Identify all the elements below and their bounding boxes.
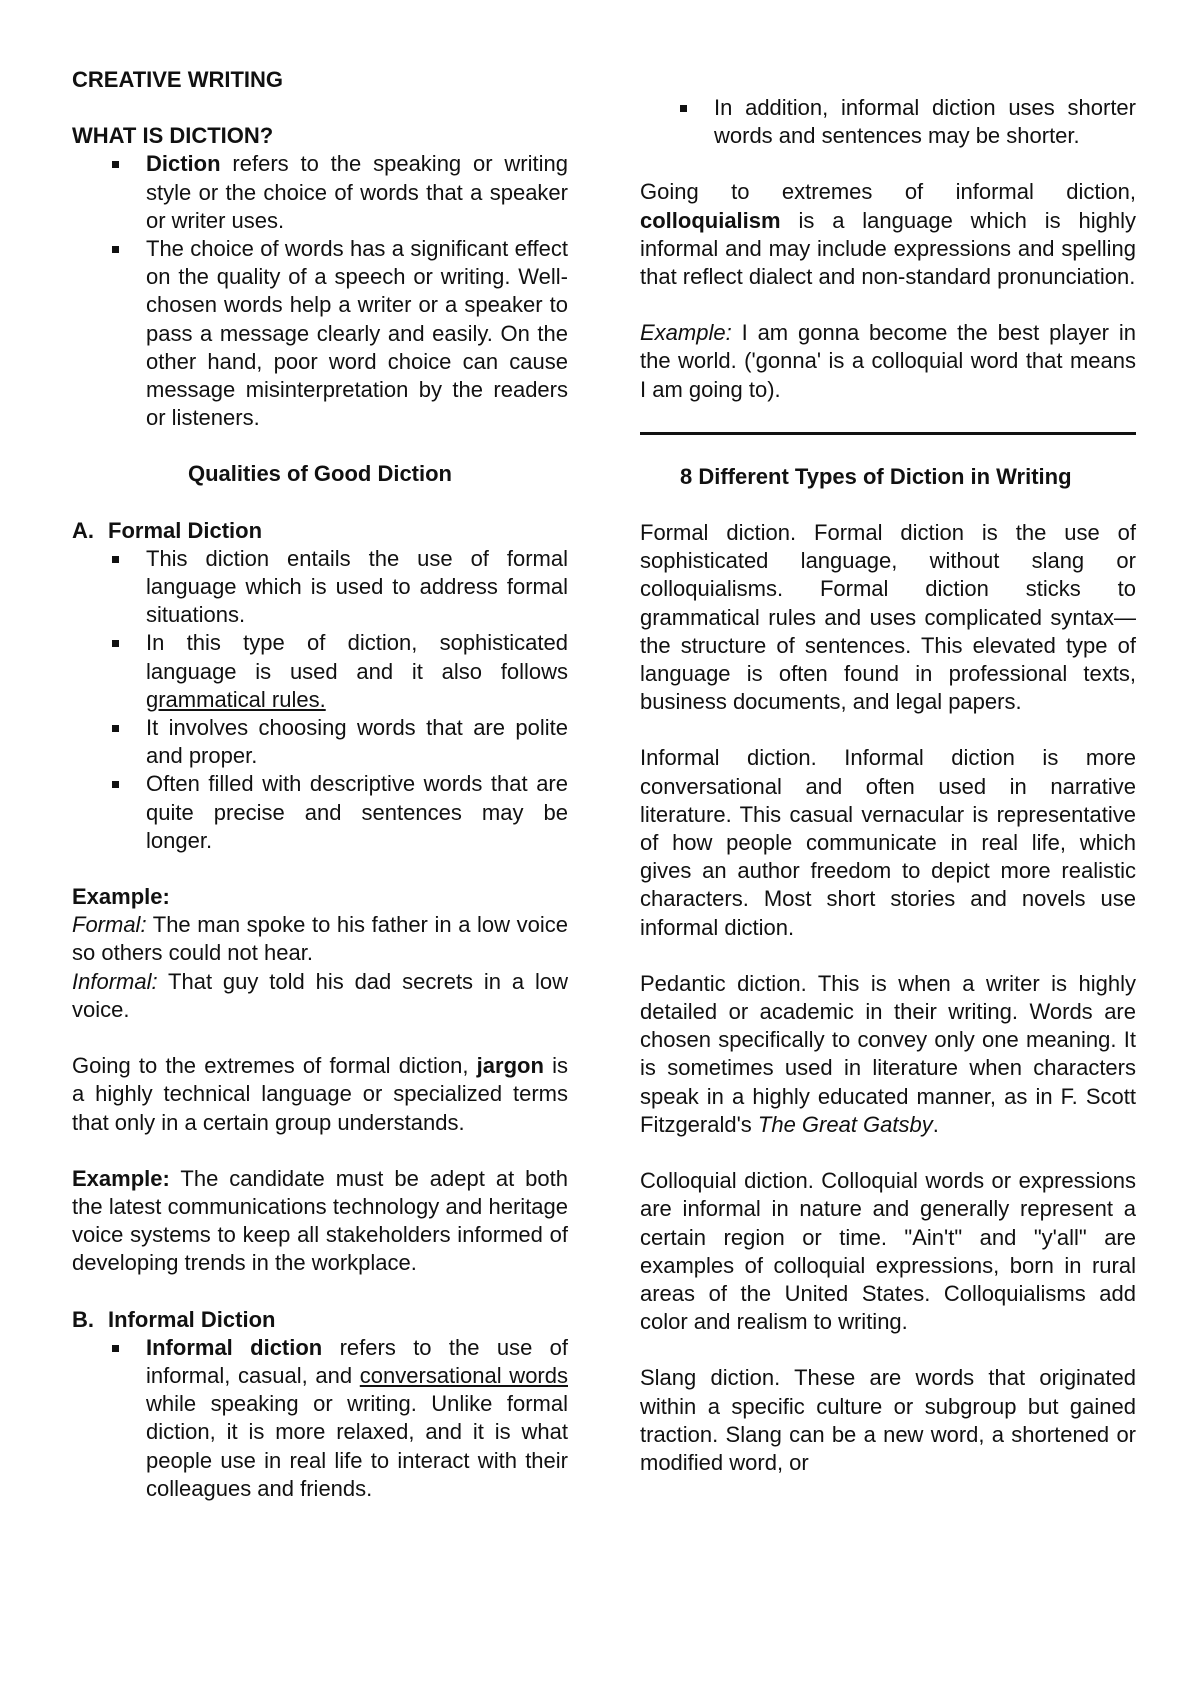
pedantic-diction-type: [640, 970, 1136, 1139]
grammatical-rules-link[interactable]: grammatical rules.: [146, 686, 326, 712]
formal-diction-type: Formal diction. Formal diction is the use of sophisticated language, without slang or colloquialisms. Formal diction sticks to grammatical rules and uses complicated syntax—the structure of sentences. This elevated type of language is often found in professional texts, business documents, and legal papers.: [640, 520, 1136, 715]
informal-diction-list: [72, 1334, 568, 1503]
colloquialism-intro-text: Going to extremes of informal diction,: [640, 179, 1136, 205]
informal-diction-heading: [72, 1306, 568, 1334]
slang-diction-type: Slang diction. These are words that originated within a specific culture or subgroup but gained traction. Slang can be a new word, a shortened or modified word, or: [640, 1365, 1136, 1475]
list-item: [72, 629, 568, 714]
example-label: Example:: [72, 884, 170, 910]
section-letter-b: B.: [72, 1306, 94, 1332]
list-item: The choice of words has a significant effect on the quality of a speech or writing. Well-chosen words help a writer or a speaker to pass a message clearly and easily. On the other hand, poor word choice can cause message misinterpretation by the readers or listeners.: [72, 235, 568, 432]
formal-example-text: The man spoke to his father in a low voice so others could not hear.: [72, 912, 568, 966]
informal-diction-list-continued: [640, 94, 1136, 150]
jargon-example: [72, 1165, 568, 1278]
formal-example: [72, 911, 568, 967]
colloquialism-term: colloquialism: [640, 207, 781, 233]
diction-term: Diction: [146, 151, 221, 177]
informal-diction-type: Informal diction. Informal diction is more conversational and often used in narrative literature. This casual vernacular is representative of how people communicate in real life, which gives an author freedom to depict more realistic characters. Most short stories and novels use informal diction.: [640, 745, 1136, 940]
formal-example-label: Formal:: [72, 912, 147, 938]
list-item: This diction entails the use of formal language which is used to address formal situations.: [72, 545, 568, 630]
jargon-term: jargon: [476, 1053, 544, 1079]
list-item-text: refers to the use of informal, casual, and: [146, 1334, 569, 1388]
colloquialism-example-label: Example:: [640, 320, 732, 346]
colloquialism-example: [640, 319, 1136, 404]
informal-diction-title: Informal Diction: [108, 1306, 276, 1332]
formal-diction-title: Formal Diction: [108, 517, 263, 543]
diction-definition-text: refers to the speaking or writing style or the choice of words that a speaker or writer uses.: [146, 151, 568, 233]
jargon-example-label: Example:: [72, 1165, 170, 1191]
great-gatsby-title: The Great Gatsby: [757, 1111, 933, 1137]
document-title: CREATIVE WRITING: [72, 67, 284, 92]
qualities-heading: Qualities of Good Diction: [188, 461, 452, 487]
informal-example: [72, 968, 568, 1024]
diction-definition-list: [72, 150, 568, 432]
right-column: [640, 94, 1136, 1477]
colloquialism-paragraph: [640, 178, 1136, 291]
informal-example-label: Informal:: [72, 968, 158, 994]
types-of-diction-heading: 8 Different Types of Diction in Writing: [680, 463, 1072, 489]
jargon-example-text: The candidate must be adept at both the latest communications technology and heritage voice systems to keep all stakeholders informed of developing trends in the workplace.: [72, 1165, 568, 1276]
list-item: [72, 1334, 568, 1503]
list-item: [72, 150, 568, 235]
list-item-text: In this type of diction, sophisticated language is used and it also follows: [146, 630, 568, 684]
jargon-intro-text: Going to the extremes of formal diction,: [72, 1053, 477, 1079]
list-item: In addition, informal diction uses shorter words and sentences may be shorter.: [640, 94, 1136, 150]
list-item: Often filled with descriptive words that are quite precise and sentences may be longer.: [72, 770, 568, 855]
what-is-diction-heading: WHAT IS DICTION?: [72, 123, 274, 149]
formal-diction-list: [72, 545, 568, 855]
pedantic-end: .: [932, 1111, 939, 1137]
pedantic-text: Pedantic diction. This is when a writer is highly detailed or academic in their writing. Words are chosen specifically to convey only one meaning. It is sometimes used in literature when characters speak in a highly educated manner, as in F. Scott Fitzgerald's: [640, 970, 1136, 1137]
colloquialism-example-text: I am gonna become the best player in the world. ('gonna' is a colloquial word that means I am going to).: [640, 320, 1136, 402]
conversational-words-link[interactable]: conversational words: [359, 1362, 568, 1388]
list-item-text: while speaking or writing. Unlike formal diction, it is more relaxed, and it is what people use in real life to interact with their colleagues and friends.: [146, 1391, 568, 1501]
section-divider: [640, 432, 1136, 435]
section-letter-a: A.: [72, 517, 94, 543]
jargon-definition-text: is a highly technical language or specialized terms that only in a certain group understands.: [72, 1053, 568, 1135]
jargon-paragraph: [72, 1052, 568, 1137]
left-column: [72, 66, 568, 1503]
informal-diction-term: Informal diction: [146, 1334, 323, 1360]
informal-example-text: That guy told his dad secrets in a low voice.: [72, 968, 568, 1022]
colloquial-diction-type: Colloquial diction. Colloquial words or expressions are informal in nature and generally represent a certain region or time. "Ain't" and "y'all" are examples of colloquial expressions, born in rural areas of the United States. Colloquialisms add color and realism to writing.: [640, 1168, 1136, 1335]
colloquialism-definition-text: is a language which is highly informal and may include expressions and spelling that reflect dialect and non-standard pronunciation.: [640, 207, 1136, 290]
list-item: It involves choosing words that are polite and proper.: [72, 714, 568, 770]
formal-diction-heading: [72, 517, 568, 545]
